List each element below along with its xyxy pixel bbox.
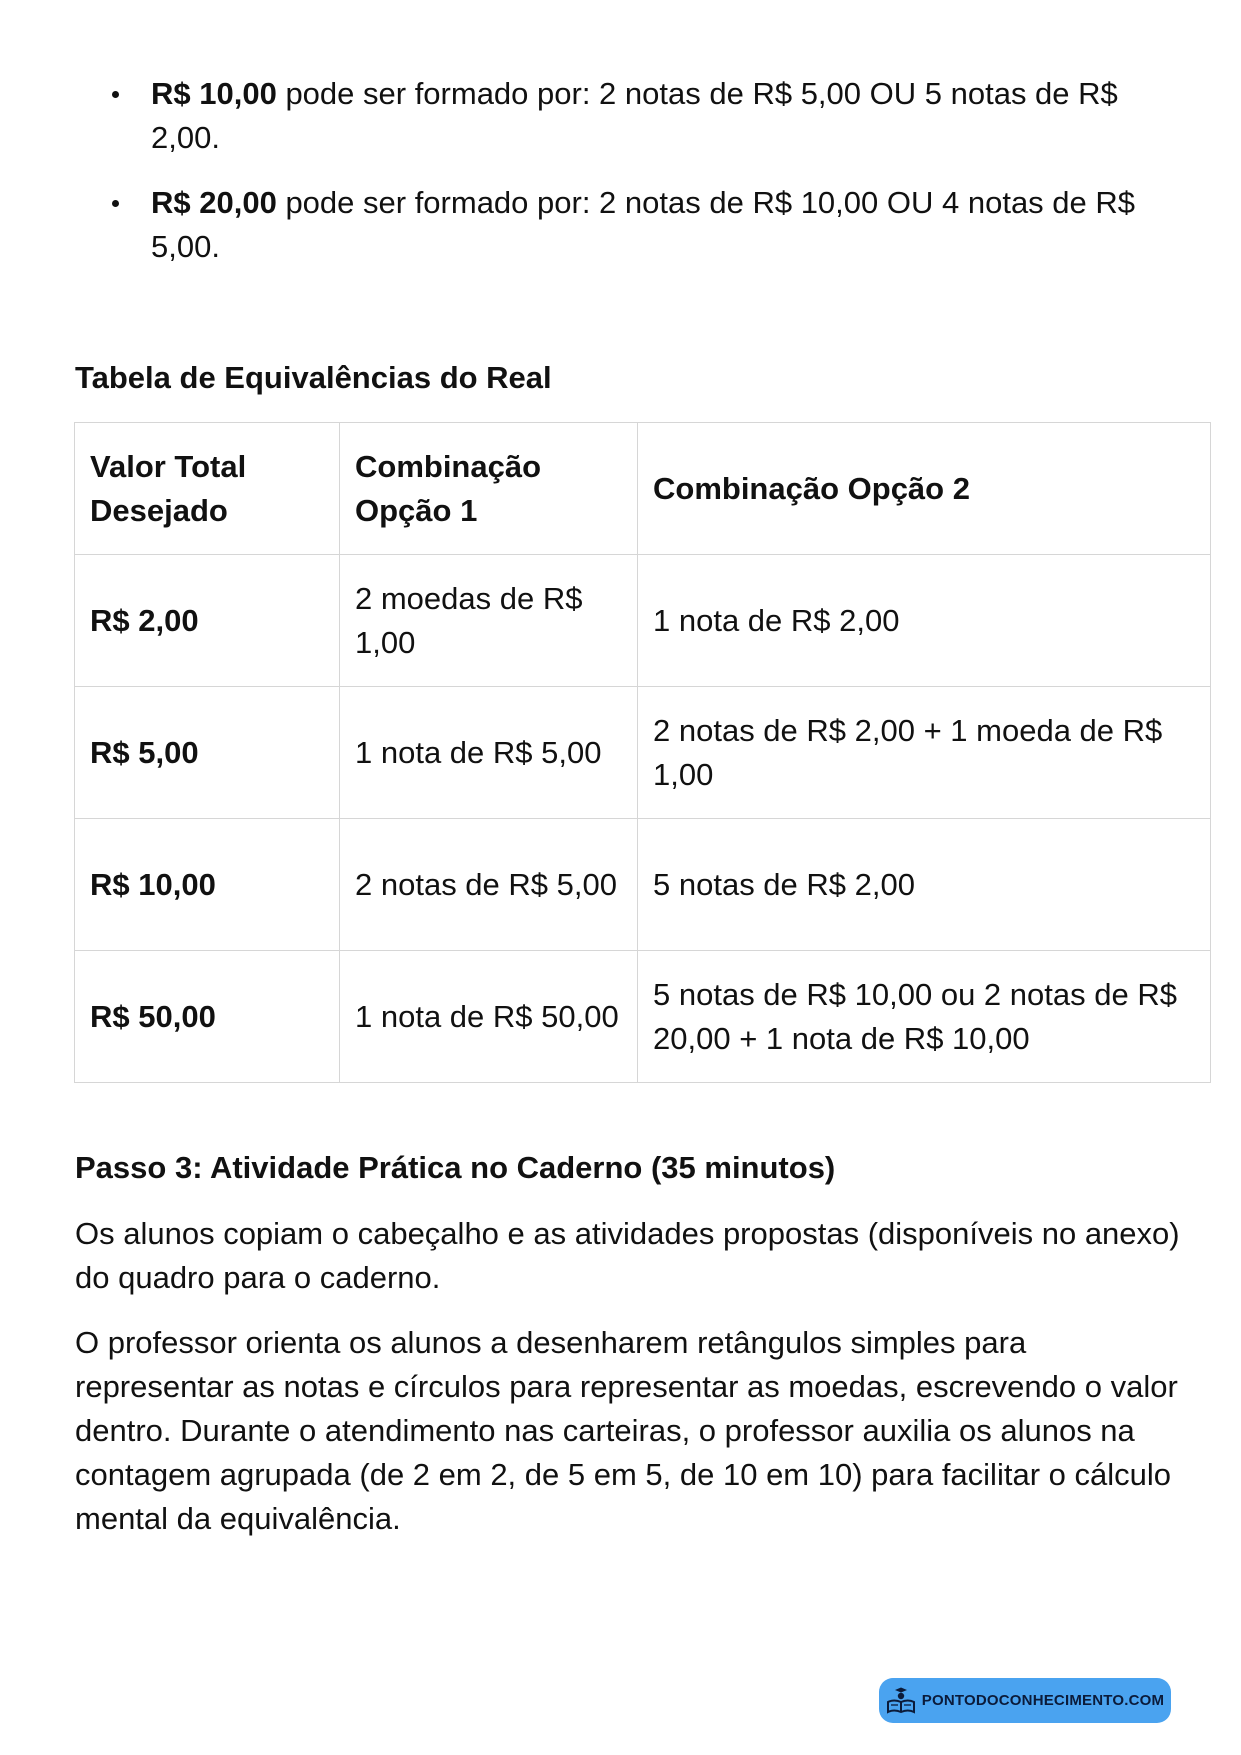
body-paragraph: Os alunos copiam o cabeçalho e as atividades propostas (disponíveis no anexo) do quadro para o caderno. <box>75 1216 1180 1295</box>
cell-valor: R$ 2,00 <box>75 555 340 687</box>
site-badge-label: PONTODOCONHECIMENTO.COM <box>921 1692 1165 1709</box>
cell-valor: R$ 5,00 <box>75 687 340 819</box>
reader-book-icon <box>886 1687 916 1715</box>
bullet-list <box>100 72 1180 290</box>
cell-opcao-2: 5 notas de R$ 2,00 <box>638 819 1211 951</box>
cell-valor: R$ 10,00 <box>75 819 340 951</box>
cell-opcao-1: 1 nota de R$ 50,00 <box>340 951 638 1083</box>
cell-opcao-1: 1 nota de R$ 5,00 <box>340 687 638 819</box>
bullet-text: pode ser formado por: 2 notas de R$ 10,00 OU 4 notas de R$ 5,00. <box>151 185 1136 264</box>
site-badge[interactable] <box>879 1678 1171 1723</box>
equivalence-table <box>74 422 1211 1083</box>
bullet-dot <box>112 91 119 98</box>
bullet-dot <box>112 200 119 207</box>
bullet-item <box>100 181 1180 269</box>
bullet-item <box>100 72 1180 160</box>
table-row <box>75 687 1211 819</box>
table-heading: Tabela de Equivalências do Real <box>75 360 552 395</box>
bullet-bold-value: R$ 20,00 <box>151 185 277 220</box>
header-opcao-2: Combinação Opção 2 <box>638 423 1211 555</box>
cell-opcao-2: 5 notas de R$ 10,00 ou 2 notas de R$ 20,00 + 1 nota de R$ 10,00 <box>638 951 1211 1083</box>
header-valor-total: Valor Total Desejado <box>75 423 340 555</box>
cell-valor: R$ 50,00 <box>75 951 340 1083</box>
cell-opcao-1: 2 moedas de R$ 1,00 <box>340 555 638 687</box>
body-paragraph: O professor orienta os alunos a desenharem retângulos simples para representar as notas e círculos para representar as moedas, escrevendo o valor dentro. Durante o atendimento nas carteiras, o professor auxilia os alunos na contagem agrupada (de 2 em 2, de 5 em 5, de 10 em 10) para facilitar o cálculo mental da equivalência. <box>75 1325 1178 1536</box>
cell-opcao-2: 2 notas de R$ 2,00 + 1 moeda de R$ 1,00 <box>638 687 1211 819</box>
bullet-bold-value: R$ 10,00 <box>151 76 277 111</box>
section-heading: Passo 3: Atividade Prática no Caderno (35 minutos) <box>75 1150 836 1185</box>
bullet-text: pode ser formado por: 2 notas de R$ 5,00 OU 5 notas de R$ 2,00. <box>151 76 1118 155</box>
cell-opcao-2: 1 nota de R$ 2,00 <box>638 555 1211 687</box>
cell-opcao-1: 2 notas de R$ 5,00 <box>340 819 638 951</box>
table-header-row <box>75 423 1211 555</box>
table-row <box>75 819 1211 951</box>
table-row <box>75 951 1211 1083</box>
table-row <box>75 555 1211 687</box>
header-opcao-1: Combinação Opção 1 <box>340 423 638 555</box>
